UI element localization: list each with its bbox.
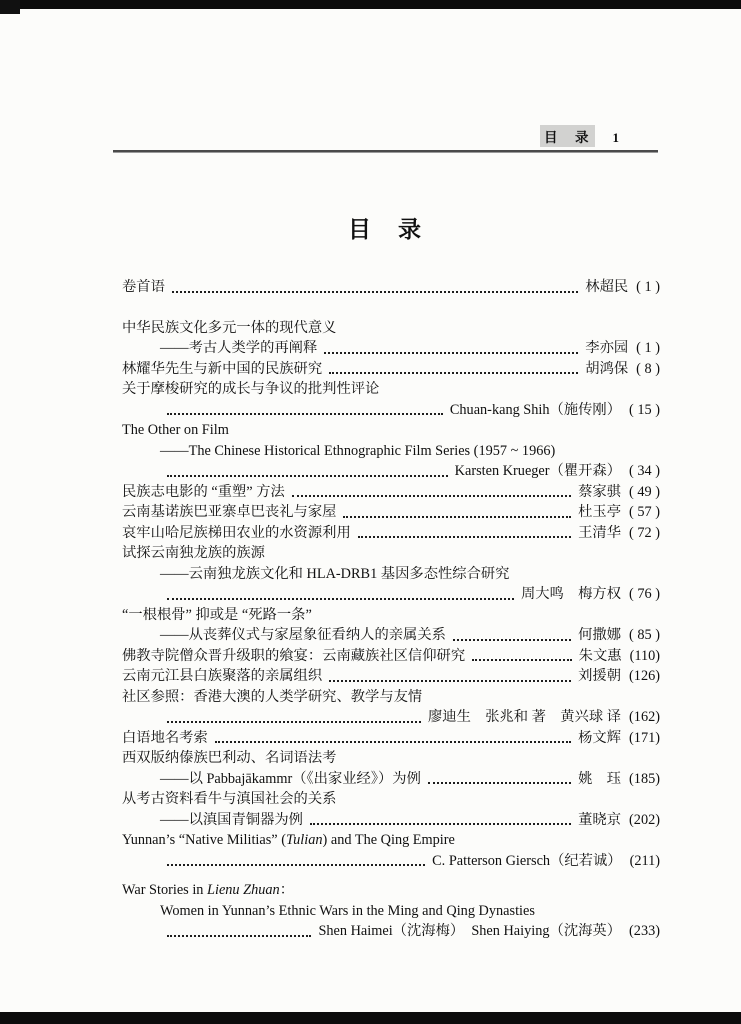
header-divider [113, 150, 658, 153]
toc-leader-dots [329, 372, 578, 374]
toc-leader-dots [167, 721, 421, 723]
toc-entry-page-number: (171) [629, 729, 660, 746]
toc-entry-title: 民族志电影的 “重塑” 方法 [122, 483, 285, 500]
toc-entry-title: 社区参照：香港大澳的人类学研究、教学与友情 [122, 688, 423, 705]
toc-entry-title: ——考古人类学的再阐释 [160, 340, 318, 356]
toc-entry-title: ——以滇国青铜器为例 [160, 811, 303, 828]
toc-entry-right [585, 338, 660, 359]
toc-leader-dots [172, 291, 578, 293]
toc-entry-page-number: ( 15 ) [629, 401, 660, 418]
toc-entry [122, 901, 660, 922]
toc-entry-page-number: (162) [629, 709, 660, 725]
toc-entry-authors: C. Patterson Giersch（纪若诚） [432, 852, 622, 869]
toc-entry-authors: 蔡家骐 [578, 483, 622, 500]
toc-entry-page-number: ( 76 ) [629, 586, 660, 602]
toc-entry [122, 880, 660, 901]
toc-entry-authors: 朱文惠 [578, 647, 622, 664]
toc-entry-right [578, 666, 660, 687]
toc-entry-page-number: (110) [629, 647, 660, 664]
toc-entry-authors: 杜玉亭 [578, 504, 622, 520]
toc-entry [122, 810, 660, 831]
toc-entry [122, 359, 660, 380]
scan-artifact-bottom-bar [0, 1012, 741, 1024]
toc-entry-authors: 刘援朝 [578, 668, 622, 684]
running-header [540, 125, 619, 147]
toc-leader-dots [472, 659, 572, 661]
toc-entry-authors: Karsten Krueger（瞿开森） [454, 463, 622, 479]
toc-entry [122, 564, 660, 585]
toc-entry [122, 277, 660, 298]
toc-entry [122, 921, 660, 942]
toc-entry-page-number: ( 34 ) [629, 463, 660, 479]
toc-entry [122, 502, 660, 523]
toc-entry-title: Yunnan’s “Native Militias” (Tulian) and The Qing Empire [122, 832, 455, 848]
toc-entry-title: 云南元江县白族聚落的亲属组织 [122, 668, 323, 684]
toc-entry-authors: 廖迪生 张兆和 著 黄兴球 译 [428, 709, 622, 725]
toc-leader-dots [343, 516, 571, 518]
toc-entry-title: 云南基诺族巴亚寨卓巴丧礼与家屋 [122, 504, 337, 520]
toc-entry-page-number: ( 1 ) [636, 340, 660, 356]
toc-entry [122, 666, 660, 687]
toc-entry [122, 789, 660, 810]
toc-entry-right [578, 502, 660, 523]
toc-entry-right [578, 769, 660, 790]
toc-entry [122, 769, 660, 790]
toc-entry-title: ——以 Pabbajākammr（《出家业经》）为例 [160, 770, 421, 787]
toc-entry-right [585, 277, 660, 298]
toc-entry [122, 441, 660, 462]
toc-entry-right [521, 584, 660, 605]
scan-artifact-corner [0, 0, 20, 14]
toc-entry-title: 卷首语 [122, 279, 165, 295]
toc-leader-dots [358, 536, 571, 538]
toc-entry [122, 748, 660, 769]
toc-entry-title: “一根根骨” 抑或是 “死路一条” [122, 606, 312, 623]
toc-entry-page-number: (185) [629, 770, 660, 787]
toc-entry [122, 605, 660, 626]
toc-entry-title: 关于摩梭研究的成长与争议的批判性评论 [122, 381, 380, 397]
toc-leader-dots [324, 352, 578, 354]
toc-entry-right [455, 461, 660, 482]
toc-entry [122, 523, 660, 544]
toc-entry-title: 西双版纳傣族巴利动、名词语法考 [122, 750, 337, 766]
toc-entry-title: War Stories in Lienu Zhuan： [122, 882, 294, 898]
toc-entry-right [578, 625, 660, 646]
toc-entry-authors: 林超民 [585, 279, 629, 295]
toc-entry-right [318, 921, 660, 942]
toc-entry-title: The Other on Film [122, 422, 229, 438]
toc-leader-dots [167, 598, 514, 600]
toc-entry-page-number: ( 1 ) [636, 279, 660, 295]
toc-entry [122, 461, 660, 482]
toc-entry-authors: 杨文辉 [578, 729, 622, 746]
toc-entry-title: 佛教寺院僧众晋升级职的飨宴：云南藏族社区信仰研究 [122, 647, 466, 664]
toc-entry-page-number: (126) [629, 668, 660, 684]
toc-entry [122, 338, 660, 359]
toc-entry-authors: 李亦园 [585, 340, 629, 356]
toc-entry [122, 707, 660, 728]
toc-leader-dots [310, 823, 571, 825]
toc-leader-dots [329, 680, 571, 682]
toc-entry [122, 728, 660, 749]
toc-entry-page-number: ( 57 ) [629, 504, 660, 520]
toc-entry-page-number: ( 49 ) [629, 483, 660, 500]
toc-leader-dots [167, 864, 425, 866]
toc-entry-title: 白语地名考索 [122, 729, 208, 746]
toc-entry [122, 646, 660, 667]
toc-entry [122, 830, 660, 851]
toc-entry-page-number: (211) [629, 852, 660, 869]
toc-entry [122, 625, 660, 646]
toc-leader-dots [167, 935, 311, 937]
toc-entry-authors: 姚 珏 [578, 770, 622, 787]
toc-entry [122, 584, 660, 605]
toc-entry-authors: 何撒娜 [578, 627, 622, 643]
toc-entry-right [578, 810, 660, 831]
toc-entry-authors: 王清华 [578, 524, 622, 541]
toc-entry-authors: Chuan-kang Shih（施传刚） [449, 401, 622, 418]
toc-leader-dots [215, 741, 571, 743]
toc-entry-authors: 周大鸣 梅方权 [520, 586, 622, 602]
toc-leader-dots [167, 413, 443, 415]
toc-leader-dots [292, 495, 571, 497]
toc-entry [122, 400, 660, 421]
toc-entry-title: 林耀华先生与新中国的民族研究 [122, 360, 323, 377]
toc-leader-dots [453, 639, 571, 641]
toc-list [122, 277, 660, 942]
toc-entry-authors: 董晓京 [578, 811, 622, 828]
toc-entry [122, 318, 660, 339]
toc-entry-authors: Shen Haimei（沈海梅） Shen Haiying（沈海英） [318, 923, 622, 939]
toc-entry-right [428, 707, 660, 728]
toc-entry-title: Women in Yunnan’s Ethnic Wars in the Ming and Qing Dynasties [160, 902, 535, 919]
toc-entry [122, 687, 660, 708]
toc-entry-page-number: (202) [629, 811, 660, 828]
toc-entry [122, 379, 660, 400]
toc-entry-right [578, 728, 660, 749]
toc-entry-title: 试探云南独龙族的族源 [122, 545, 265, 561]
toc-entry-title: 中华民族文化多元一体的现代意义 [122, 319, 337, 336]
toc-entry-authors: 胡鸿保 [585, 360, 629, 377]
toc-entry-title: ——云南独龙族文化和 HLA-DRB1 基因多态性综合研究 [160, 565, 510, 582]
toc-entry-title: ——从丧葬仪式与家屋象征看纳人的亲属关系 [160, 627, 446, 643]
toc-entry-right [585, 359, 660, 380]
toc-entry-right [450, 400, 660, 421]
toc-entry-page-number: ( 8 ) [636, 360, 660, 377]
toc-entry-page-number: (233) [629, 923, 660, 939]
running-header-title: 目 录 [540, 125, 595, 147]
toc-entry-right [579, 646, 660, 667]
page-title: 目 录 [348, 217, 423, 242]
toc-leader-dots [428, 782, 571, 784]
toc-entry-right [578, 523, 660, 544]
toc-entry [122, 482, 660, 503]
toc-entry-right [578, 482, 660, 503]
toc-entry [122, 420, 660, 441]
toc-entry-right [432, 851, 660, 872]
running-header-page-number: 1 [612, 130, 619, 145]
toc-entry-title: 哀牢山哈尼族梯田农业的水资源利用 [122, 524, 351, 541]
toc-entry [122, 851, 660, 872]
scan-artifact-top-bar [0, 0, 741, 9]
toc-entry-page-number: ( 85 ) [629, 627, 660, 643]
toc-leader-dots [167, 475, 448, 477]
toc-entry [122, 543, 660, 564]
toc-entry-page-number: ( 72 ) [629, 524, 660, 541]
toc-entry-title: ——The Chinese Historical Ethnographic Film Series (1957 ~ 1966) [160, 442, 556, 459]
toc-entry-title: 从考古资料看牛与滇国社会的关系 [122, 791, 337, 807]
